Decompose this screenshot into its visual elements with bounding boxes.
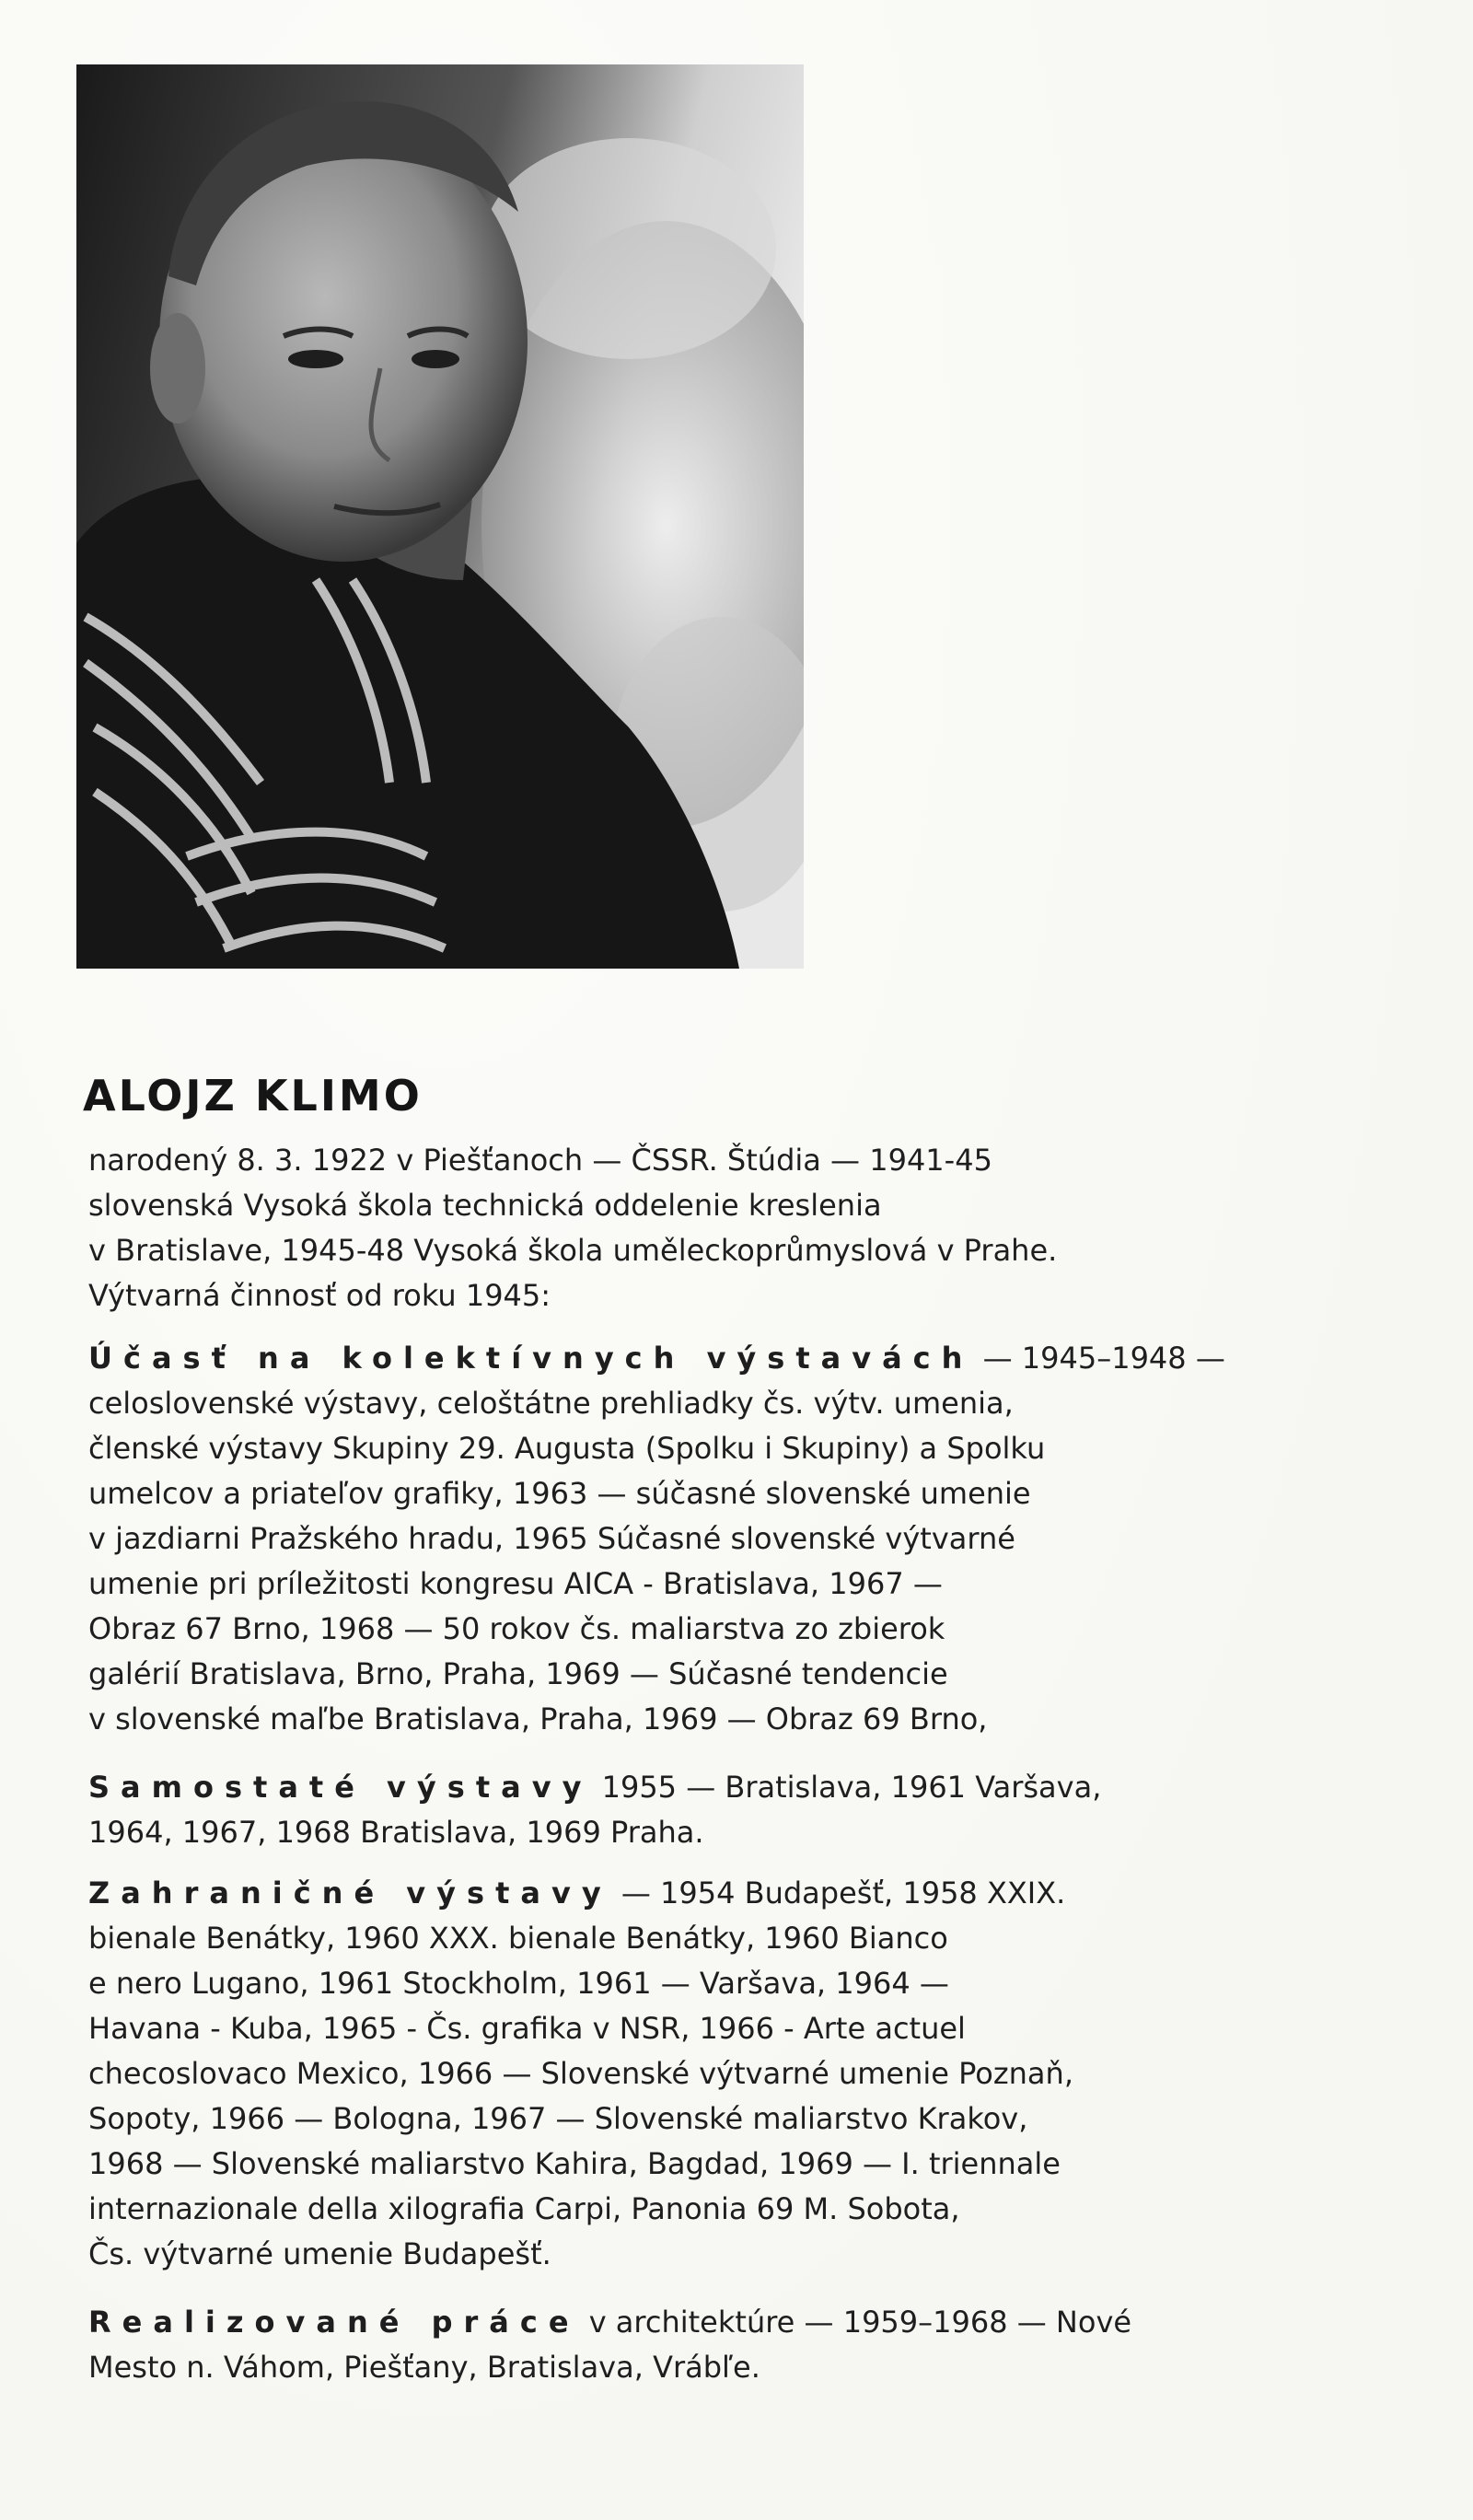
realized-works-heading: Realizované práce (88, 2305, 580, 2340)
bio-line: narodený 8. 3. 1922 v Piešťanoch — ČSSR. Štúdia — 1941-45 (88, 1143, 992, 1178)
realized-first-line-rest: v architektúre — 1959–1968 — Nové (579, 2305, 1132, 2340)
realized-works-paragraph (88, 2300, 1175, 2390)
abroad-line: internazionale della xilografia Carpi, Panonia 69 M. Sobota, (88, 2191, 960, 2226)
foreign-exhibitions-paragraph (88, 1871, 1175, 2277)
collective-line: v slovenské maľbe Bratislava, Praha, 1969 — Obraz 69 Brno, (88, 1701, 988, 1736)
abroad-line: Sopoty, 1966 — Bologna, 1967 — Slovenské maliarstvo Krakov, (88, 2101, 1028, 2136)
solo-first-line (88, 1765, 1175, 1810)
artist-name: ALOJZ KLIMO (83, 1071, 423, 1121)
collective-first-line-rest: — 1945–1948 — (973, 1341, 1225, 1376)
bio-line: slovenská Vysoká škola technická oddelenie kreslenia (88, 1188, 882, 1223)
bio-line: Výtvarná činnosť od roku 1945: (88, 1278, 551, 1313)
portrait-photo (76, 64, 804, 969)
collective-exhibitions-heading: Účasť na kolektívnych výstavách (88, 1341, 974, 1376)
collective-first-line (88, 1336, 1225, 1381)
solo-first-line-rest: 1955 — Bratislava, 1961 Varšava, (592, 1770, 1102, 1805)
solo-exhibitions-heading: Samostaté výstavy (88, 1770, 593, 1805)
realized-line: Mesto n. Váhom, Piešťany, Bratislava, Vrábľe. (88, 2350, 760, 2385)
solo-exhibitions-paragraph (88, 1765, 1175, 1855)
foreign-exhibitions-heading: Zahraničné výstavy (88, 1875, 612, 1910)
bio-line: v Bratislave, 1945-48 Vysoká škola uměleckoprůmyslová v Prahe. (88, 1233, 1058, 1268)
collective-line: galérií Bratislava, Brno, Praha, 1969 — Súčasné tendencie (88, 1656, 948, 1691)
collective-line: celoslovenské výstavy, celoštátne prehliadky čs. výtv. umenia, (88, 1386, 1014, 1421)
abroad-line: e nero Lugano, 1961 Stockholm, 1961 — Varšava, 1964 — (88, 1966, 949, 2001)
collective-line: umelcov a priateľov grafiky, 1963 — súčasné slovenské umenie (88, 1476, 1031, 1511)
collective-exhibitions-paragraph (88, 1336, 1225, 1742)
abroad-line: Havana - Kuba, 1965 - Čs. grafika v NSR, 1966 - Arte actuel (88, 2011, 966, 2046)
collective-line: Obraz 67 Brno, 1968 — 50 rokov čs. maliarstva zo zbierok (88, 1611, 945, 1646)
abroad-first-line-rest: — 1954 Budapešť, 1958 XXIX. (611, 1875, 1066, 1910)
solo-line: 1964, 1967, 1968 Bratislava, 1969 Praha. (88, 1815, 704, 1850)
abroad-line: 1968 — Slovenské maliarstvo Kahira, Bagdad, 1969 — I. triennale (88, 2146, 1061, 2181)
abroad-line: checoslovaco Mexico, 1966 — Slovenské výtvarné umenie Poznaň, (88, 2056, 1073, 2091)
collective-line: umenie pri príležitosti kongresu AICA - Bratislava, 1967 — (88, 1566, 943, 1601)
abroad-first-line (88, 1871, 1175, 1916)
realized-first-line (88, 2300, 1175, 2345)
biography-paragraph (88, 1138, 1175, 1318)
collective-line: v jazdiarni Pražského hradu, 1965 Súčasné slovenské výtvarné (88, 1521, 1015, 1556)
abroad-line: Čs. výtvarné umenie Budapešť. (88, 2236, 551, 2271)
portrait-illustration (76, 64, 804, 969)
abroad-line: bienale Benátky, 1960 XXX. bienale Benátky, 1960 Bianco (88, 1921, 948, 1956)
collective-line: členské výstavy Skupiny 29. Augusta (Spolku i Skupiny) a Spolku (88, 1431, 1046, 1466)
